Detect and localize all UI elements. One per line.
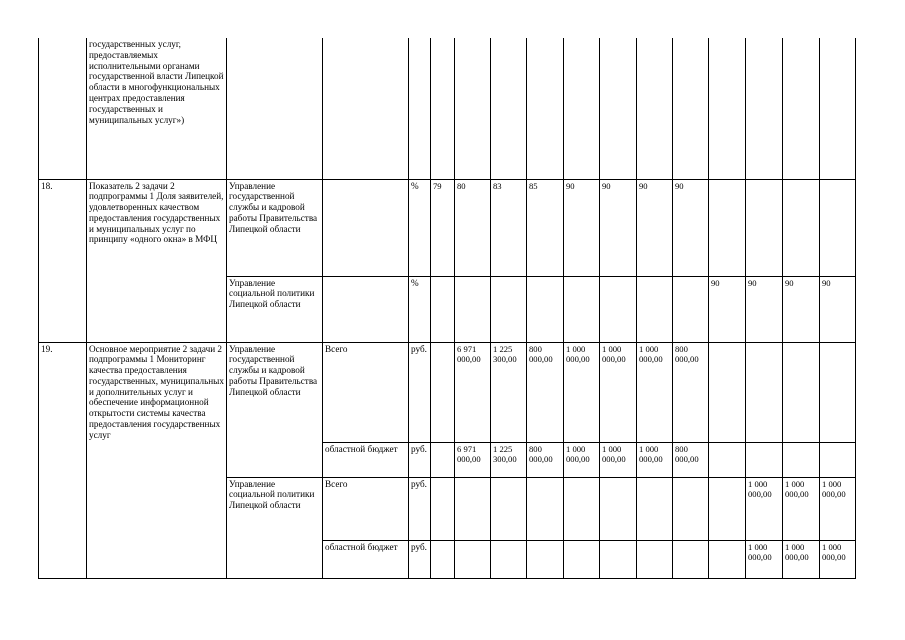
source-cell	[323, 179, 409, 276]
value-cell	[637, 276, 673, 342]
table-row	[39, 179, 856, 276]
value-cell: 1 000 000,00	[783, 540, 820, 578]
value-cell: 1 225 300,00	[491, 342, 527, 442]
value-cell: 90	[709, 276, 746, 342]
value-cell	[746, 38, 783, 179]
value-cell: 800 000,00	[673, 342, 709, 442]
program-table	[38, 38, 856, 579]
unit-cell: руб.	[409, 342, 431, 442]
value-cell	[709, 38, 746, 179]
value-cell	[746, 179, 783, 276]
row-number-cell	[39, 38, 87, 179]
table-row	[39, 38, 856, 179]
value-cell	[431, 38, 455, 179]
program-table-sheet	[38, 38, 856, 579]
value-cell: 1 000 000,00	[564, 342, 600, 442]
value-cell: 90	[637, 179, 673, 276]
value-cell	[431, 442, 455, 477]
value-cell: 1 000 000,00	[820, 540, 856, 578]
value-cell: 1 000 000,00	[564, 442, 600, 477]
value-cell: 1 000 000,00	[746, 477, 783, 540]
value-cell	[527, 540, 564, 578]
value-cell: 800 000,00	[527, 442, 564, 477]
value-cell: 1 000 000,00	[600, 342, 637, 442]
value-cell	[637, 477, 673, 540]
row-number-cell: 18.	[39, 179, 87, 342]
value-cell: 90	[783, 276, 820, 342]
unit-cell: руб.	[409, 540, 431, 578]
value-cell: 83	[491, 179, 527, 276]
value-cell: 1 000 000,00	[746, 540, 783, 578]
source-cell: областной бюджет	[323, 540, 409, 578]
value-cell	[783, 38, 820, 179]
unit-cell: %	[409, 179, 431, 276]
value-cell	[527, 38, 564, 179]
value-cell	[600, 477, 637, 540]
value-cell: 1 000 000,00	[600, 442, 637, 477]
value-cell	[527, 276, 564, 342]
value-cell	[746, 442, 783, 477]
value-cell: 6 971 000,00	[455, 442, 491, 477]
value-cell	[491, 276, 527, 342]
value-cell	[783, 442, 820, 477]
executor-cell	[227, 38, 323, 179]
value-cell	[564, 38, 600, 179]
value-cell	[455, 477, 491, 540]
indicator-name-cell: государственных услуг, предоставляемых исполнительными органами государственной власти Липецкой области в многофункциональных центрах предоставления государственных и муниципальных услуг»)	[87, 38, 227, 179]
executor-cell: Управление социальной политики Липецкой области	[227, 477, 323, 578]
value-cell	[491, 477, 527, 540]
executor-cell: Управление социальной политики Липецкой области	[227, 276, 323, 342]
value-cell	[564, 477, 600, 540]
value-cell	[600, 540, 637, 578]
value-cell	[431, 276, 455, 342]
value-cell	[527, 477, 564, 540]
value-cell	[673, 38, 709, 179]
value-cell	[746, 342, 783, 442]
value-cell	[709, 342, 746, 442]
unit-cell	[409, 38, 431, 179]
value-cell	[564, 276, 600, 342]
value-cell	[673, 276, 709, 342]
value-cell	[709, 477, 746, 540]
value-cell: 6 971 000,00	[455, 342, 491, 442]
source-cell: Всего	[323, 477, 409, 540]
value-cell	[637, 540, 673, 578]
source-cell: областной бюджет	[323, 442, 409, 477]
value-cell: 90	[746, 276, 783, 342]
value-cell: 1 000 000,00	[637, 342, 673, 442]
table-row	[39, 342, 856, 442]
value-cell	[783, 179, 820, 276]
value-cell	[673, 540, 709, 578]
value-cell: 1 225 300,00	[491, 442, 527, 477]
value-cell	[783, 342, 820, 442]
value-cell: 85	[527, 179, 564, 276]
value-cell	[600, 276, 637, 342]
value-cell	[455, 38, 491, 179]
value-cell	[637, 38, 673, 179]
row-number-cell: 19.	[39, 342, 87, 578]
value-cell	[564, 540, 600, 578]
value-cell	[709, 442, 746, 477]
indicator-name-cell: Показатель 2 задачи 2 подпрограммы 1 Доля заявителей, удовлетворенных качеством предоставления государственных и муниципальных услуг по принципу «одного окна» в МФЦ	[87, 179, 227, 342]
source-cell: Всего	[323, 342, 409, 442]
value-cell	[673, 477, 709, 540]
value-cell	[431, 477, 455, 540]
value-cell	[491, 540, 527, 578]
unit-cell: %	[409, 276, 431, 342]
value-cell: 1 000 000,00	[783, 477, 820, 540]
value-cell: 800 000,00	[527, 342, 564, 442]
value-cell	[820, 179, 856, 276]
value-cell	[820, 342, 856, 442]
value-cell	[600, 38, 637, 179]
value-cell	[820, 38, 856, 179]
source-cell	[323, 38, 409, 179]
value-cell	[431, 342, 455, 442]
unit-cell: руб.	[409, 477, 431, 540]
value-cell	[709, 540, 746, 578]
value-cell: 90	[820, 276, 856, 342]
value-cell	[431, 540, 455, 578]
executor-cell: Управление государственной службы и кадровой работы Правительства Липецкой области	[227, 342, 323, 477]
table-body	[39, 38, 856, 578]
executor-cell: Управление государственной службы и кадровой работы Правительства Липецкой области	[227, 179, 323, 276]
value-cell: 90	[564, 179, 600, 276]
value-cell	[455, 540, 491, 578]
value-cell	[455, 276, 491, 342]
indicator-name-cell: Основное мероприятие 2 задачи 2 подпрограммы 1 Мониторинг качества предоставления государственных, муниципальных и дополнительных услуг и обеспечение информационной открытости системы качества предоставления государственных услуг	[87, 342, 227, 578]
value-cell	[820, 442, 856, 477]
value-cell: 80	[455, 179, 491, 276]
value-cell: 90	[673, 179, 709, 276]
value-cell: 800 000,00	[673, 442, 709, 477]
value-cell: 79	[431, 179, 455, 276]
value-cell	[491, 38, 527, 179]
source-cell	[323, 276, 409, 342]
value-cell: 1 000 000,00	[637, 442, 673, 477]
unit-cell: руб.	[409, 442, 431, 477]
value-cell: 1 000 000,00	[820, 477, 856, 540]
value-cell: 90	[600, 179, 637, 276]
value-cell	[709, 179, 746, 276]
